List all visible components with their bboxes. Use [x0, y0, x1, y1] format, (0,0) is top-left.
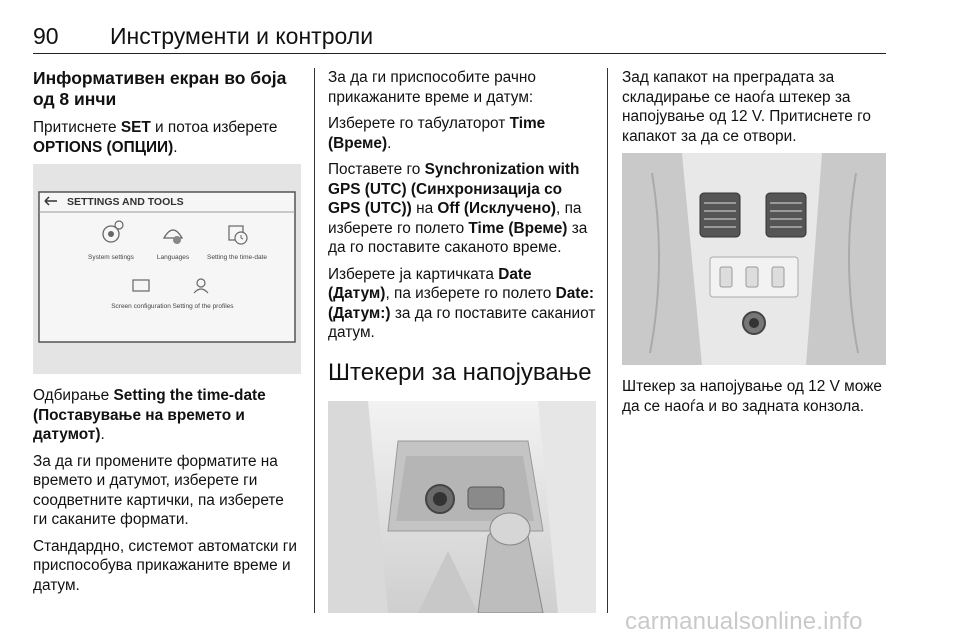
paragraph: Зад капакот на преградата за складирање се наоѓа штекер за напојување од 12 V. Притиснете го капакот за да се отвори.	[622, 69, 871, 145]
column-divider	[607, 68, 608, 613]
screen-title: SETTINGS AND TOOLS	[67, 196, 184, 208]
paragraph: Изберете ја картичката Date (Датум), па изберете го полето Date: (Датум:) за да го поставите саканиот датум.	[328, 265, 596, 341]
section-heading: Информативен екран во боја од 8 инчи	[33, 68, 287, 109]
paragraph: Одбирање Setting the time-date (Поставување на времето и датумот).	[33, 387, 266, 443]
column-2	[328, 68, 596, 625]
paragraph: Штекер за напојување од 12 V може да се наоѓа и во задната конзола.	[622, 378, 882, 415]
menu-item-label: Screen configuration	[111, 303, 171, 310]
menu-item-label: Setting of the profiles	[172, 303, 234, 310]
paragraph: За да ги промените форматите на времето и датумот, изберете ги соодветните картички, па изберете ги саканите формати.	[33, 452, 284, 528]
front-console-power-outlet-figure	[328, 401, 596, 613]
menu-item-label: System settings	[88, 254, 134, 261]
settings-screen-figure	[33, 164, 301, 374]
watermark: carmanualsonline.info	[625, 608, 863, 635]
section-heading: Штекери за напојување	[328, 358, 592, 386]
page-title: Инструменти и контроли	[110, 23, 374, 49]
column-1	[33, 68, 301, 602]
paragraph: Поставете го Synchronization with GPS (UTC) (Синхронизација со GPS (UTC)) на Off (Исклучено), па изберете го полето Time (Време) за да го поставите саканото време.	[328, 161, 588, 256]
column-3	[622, 68, 886, 423]
menu-item-label: Languages	[156, 254, 190, 261]
column-divider	[314, 68, 315, 613]
paragraph: Притиснете SET и потоа изберете OPTIONS (ОПЦИИ).	[33, 119, 278, 156]
menu-item-label: Setting the time-date	[207, 254, 267, 261]
paragraph: Стандардно, системот автоматски ги приспособува прикажаните време и датум.	[33, 537, 297, 594]
rear-console-power-outlet-figure	[622, 153, 886, 365]
page-header	[33, 23, 886, 54]
paragraph: Изберете го табулаторот Time (Време).	[328, 115, 546, 152]
paragraph: За да ги приспособите рачно прикажаните време и датум:	[328, 69, 536, 106]
page-number: 90	[33, 23, 59, 49]
